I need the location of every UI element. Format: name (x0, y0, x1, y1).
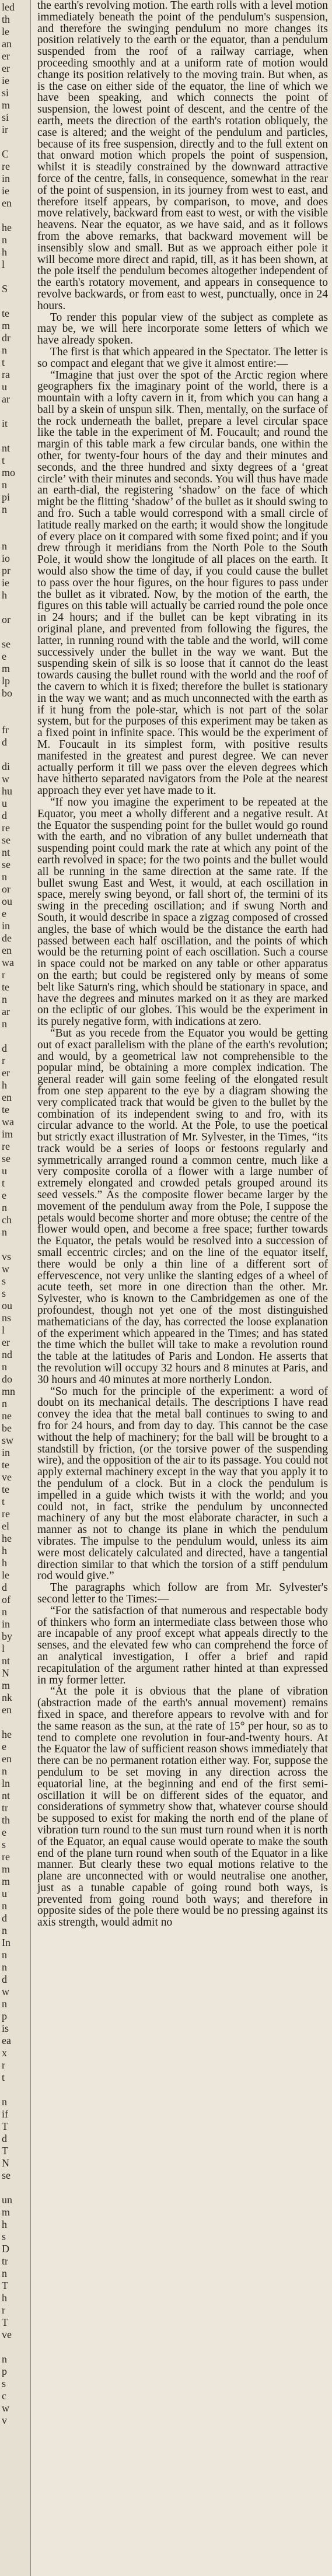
article-paragraph: The first is that which appeared in the Spectator. The letter is so compact and elegant that we give it almost entire:— (37, 345, 328, 370)
article-paragraph: To render this popular view of the subject as complete as may be, we will here incorporate some letters of which we have already spoken. (37, 311, 328, 347)
article-column (37, 0, 328, 1929)
quoted-paragraph: “So much for the principle of the experiment: a word of doubt on its mechanical details. The descriptions I have read convey the idea that the metal ball continues to swing to and fro for 24 hours, and from day to day. This cannot be the case without the help of machinery; for the ball will be brought to a standstill by friction, (or the torsive power of the suspending wire), and the opposition of the air to its passage. You could not apply external machinery except in the way that you apply it to the pendulum of a clock. But in a clock the pendulum is impelled in a guide which twists it with the world; and you could not, in fact, strike the pendulum by unconnected machinery of any but the most elaborate character, in such a manner as not to change its plane in which the pendulum vibrates. The impulse to the pendulum would, unless its aim were most delicately calculated and directed, have a tangential direction similar to that which the torsion of a stiff pendulum rod would give.” (37, 1385, 328, 1583)
quoted-paragraph: “For the satisfaction of that numerous and respectable body of thinkers who form an intermediate class between those who are incapable of any proof except what appeals directly to the senses, and the elevated few who can comprehend the force of an analytical investigation, I offer a brief and rapid recapitulation of the argument rather hinted at than expressed in my former letter. (37, 1604, 328, 1686)
quoted-paragraph: “At the pole it is obvious that the plane of vibration (abstraction made of the earth's annual movement) remains fixed in space, and therefore appears to revolve with and for the same reason as the sun, at the rate of 15° per hour, so as to tend to complete one revolution in four-and-twenty hours. At the Equator the law of sufficient reason shows immediately that there can be no permanent rotation either way. For, suppose the pendulum to be set moving in any direction across the equatorial line, at the beginning and end of the first semi-oscillation it will be on different sides of the equator, and considerations of symmetry show that, whatever course should be supposed to exist for making the north end of the plane of vibration turn round to the sun must turn round when it is north of the Equator, an equal cause would operate to make the south end of the plane turn round when south of the Equator in a like manner. But clearly these two equal motions relative to the plane are unconnected with or would neutralise one another, just as a tunable capable of going round both ways, is prevented from going round both ways; and therefore in opposite sides of the pole there would be no pressing against its axis strength, would admit no (37, 1685, 328, 1929)
adjacent-column-text: led th le an er er ie si m si ir C re in ie en he n h l S te m dr n t ra u ar it nt t mo n pi n n io pr ie h or se e m lp bo fr d di w hu u d re se nt se n or ou e in de en wa r te n ar n d r er h en te wa im re se u t e n ch n vs w s s ou ns l er nd n do mn n ne be sw in te ve te t re el he h h le d of n in by l nt N m nk en he e en n ln nt tr th e s re m m u n d n In n n d w n p is ea x r t n if T d T N se un m h s D tr n T h r T ve n p s c w v (2, 1, 16, 2426)
article-paragraph: the earth's revolving motion. The earth rolls with a level motion immediately beneath the point of the pendulum's suspension, and therefore the swinging pendulum no more changes its position relatively to the earth or the equator, than a pendulum suspended from the roof of a railway carriage, when proceeding smoothly and at a uniform rate of motion would change its position relatively to the moving train. But when, as is the case on either side of the equator, the line of which we have been speaking, and which connects the point of suspension, the lowest point of descent, and the centre of the earth, meets the direction of the earth's rotation obliquely, the case is altered; and the weight of the pendulum and particles, because of its free suspension, directly and to the full extent on that onward motion which propels the point of suspension, whilst it is steadily constrained by the downward attractive force of the centre, falls, in consequence, somewhat in the rear of the point of suspension, in its journey from west to east, and therefore itself appears, by comparison, to move, and does move relatively, backward from east to west, or with the visible heavens. Near the equator, as we have said, and as it follows from the above remarks, that backward movement will be insensibly slow and small. But as we approach either pole it will become more direct and rapid, till, as it has been shown, at the pole itself the pendulum becomes altogether independent of the earth's rotatory movement, and appears in consequence to revolve backwards, or from east to west, punctually, once in 24 hours. (37, 0, 328, 312)
adjacent-column-fragment (0, 0, 31, 2576)
quoted-paragraph: “If now you imagine the experiment to be repeated at the Equator, you meet a wholly different and a negative result. At the Equator the suspending point for the bullet would go round with the earth, and no vibration of any bullet underneath that suspending point could mark the rate at which any point of the earth revolved in space; for the two points and the bullet would all be running in the same direction at the same rate. If the bullet swung East and West, it would, at each oscillation in space, merely swing beyond, or fall short of, the termini of its swing in the preceding oscillation; and if swung North and South, it would describe in space a zigzag composed of crossed angles, the base of which would be the distance the earth had passed between each half oscillation, and the points of which would be the returning point of each oscillation. Such a course in space could not be marked on any table or other apparatus on the earth; but could be registered only by means of some belt like Saturn's ring, which should be stationary in space, and have the degrees and minutes marked on it as they are marked on the ecliptic of our globes. This would be the experiment in its purely negative form, with indications at zero. (37, 796, 328, 1028)
article-paragraph: The paragraphs which follow are from Mr. Sylvester's second letter to the Times:— (37, 1581, 328, 1605)
quoted-paragraph: “But as you recede from the Equator you would be getting out of exact parallelism with the plane of the earth's revolution; and would, by a geometrical law not comprehensible to the popular mind, be obtaining a more complex indication. The general reader will gain some feeling of the elongated result from one step apparent to the eye by a diagram showing the very complicated track that would be given to the bullet by the combination of its independent swing to and fro, with its circular advance to the world. At the Pole, to use the poetical but strictly exact illustration of Mr. Sylvester, in the Times, “its track would be a series of loops or festoons regularly and symmetrically arranged round a common centre, much like a very composite corolla of a flower with a large number of extremely elongated and crowded petals grouped around its seed vessels.” As the composite flower became larger by the movement of the pendulum away from the Pole, I suppose the petals would become shorter and more obtuse; the centre of the flower would open, and become a free space; further towards the Equator, the petals would be resolved into a succession of small eccentric circles; and on the line of the equator itself, there would be only a thin line of a different sort of effervescence, not very unlike the slanting edges of a wheel of acute teeth, set more in one direction than the other. Mr. Sylvester, who is known to the Cambridgemen as one of the profoundest, though not yet one of the most distinguished mathematicians of the day, has corrected the loose explanation of the experiment which appeared in the Times; and has stated the time which the bullet will take to make a revolution round the table at the latitudes of Paris and London. He asserts that the revolution will occupy 32 hours and 8 minutes at Paris, and 30 hours and 40 minutes at more northerly London. (37, 1027, 328, 1386)
quoted-paragraph: “Imagine that just over the spot of the Arctic region where geographers fix the imaginary point of the world, there is a mountain with a lofty cavern in it, from which you can hang a ball by a skein of unspun silk. Then, mentally, on the surface of the rock underneath the ballet, prepare a level circular space like the table in the experiment of M. Foucault; and round the margin of this table mark a few circular bands, one within the other, for twenty-four hours of the day and their minutes and seconds, and the three hundred and sixty degrees of a ‘great circle’ with their minutes and seconds. You will thus have made an earth-dial, the registering ‘shadow’ on the face of which might be the flitting ‘shadow’ of the bullet as it should swing to and fro. Such a table would correspond with a small circle of latitude really marked on the earth; it would show the longitude of every place on it compared with some fixed point; and if you drew through it meridians from the North Pole to the South Pole, it would show the longitude of all places on the earth. It would also show the time of day, if you could cause the bullet to pass over the hour figures, on the hour figures to pass under the bullet as it vibrated. Now, by the motion of the earth, the figures on this table will actually be carried round the pole once in 24 hours; and if the bullet can be kept vibrating in its original plane, and prevented from following the figures, the latter, in running round with the table and the world, will come successively under the bullet in the way we want. But the suspending skein of silk is so loose that it cannot do the least towards causing the bullet round with the world and the roof of the cavern to which it is fixed; therefore the bullet is stationary in the way we want; and as much unconnected with the earth as if it hung from the pole-star, which is not part of the solar system, but for the purposes of this experiment may be taken as a fixed point in infinite space. This would be the experiment of M. Foucault in its simplest form, with positive results manifested in the greatest and purest degree. We can never actually perform it till we pass over the eleven degrees which have hitherto separated navigators from the Pole at the nearest approach they ever yet have made to it. (37, 369, 328, 797)
